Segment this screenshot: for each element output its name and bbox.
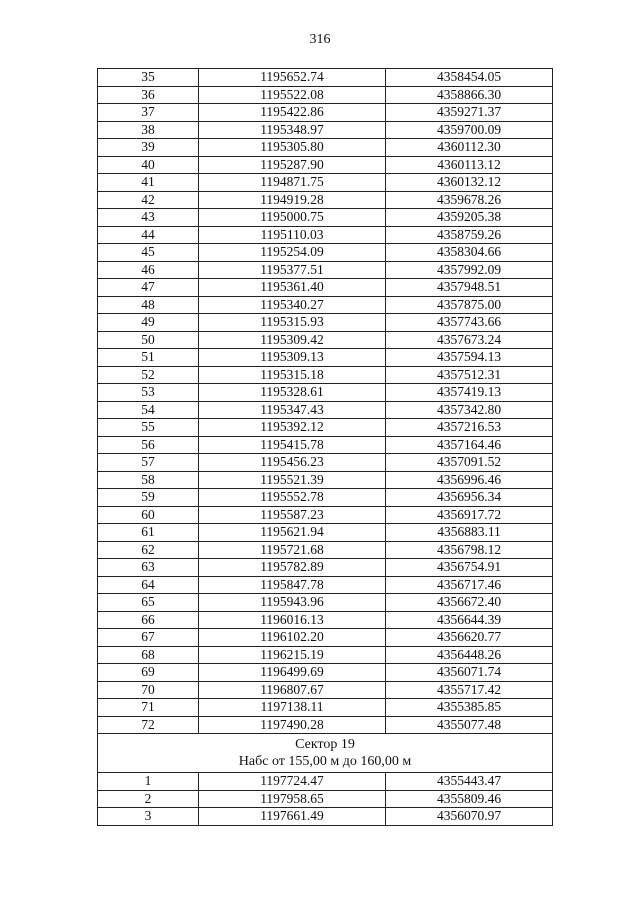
y-coordinate-cell: 4356883.11 [386,524,553,542]
table-row [98,104,553,122]
point-number-cell: 61 [98,524,199,542]
y-coordinate-cell: 4355443.47 [386,773,553,791]
sector-range: Набс от 155,00 м до 160,00 м [238,754,412,769]
y-coordinate-cell: 4356071.74 [386,664,553,682]
point-number-cell: 39 [98,139,199,157]
y-coordinate-cell: 4356917.72 [386,506,553,524]
x-coordinate-cell: 1195621.94 [199,524,386,542]
sector-cell [98,734,553,773]
x-coordinate-cell: 1195782.89 [199,559,386,577]
x-coordinate-cell: 1197661.49 [199,808,386,826]
point-number-cell: 60 [98,506,199,524]
x-coordinate-cell: 1194871.75 [199,174,386,192]
x-coordinate-cell: 1195521.39 [199,471,386,489]
x-coordinate-cell: 1195361.40 [199,279,386,297]
point-number-cell: 52 [98,366,199,384]
table-row [98,191,553,209]
point-number-cell: 62 [98,541,199,559]
table-row [98,541,553,559]
table-row [98,174,553,192]
table-row [98,436,553,454]
y-coordinate-cell: 4357743.66 [386,314,553,332]
x-coordinate-cell: 1195377.51 [199,261,386,279]
y-coordinate-cell: 4357091.52 [386,454,553,472]
x-coordinate-cell: 1195305.80 [199,139,386,157]
point-number-cell: 40 [98,156,199,174]
point-number-cell: 63 [98,559,199,577]
page-number: 316 [309,32,331,47]
sector-title: Сектор 19 [295,737,355,752]
y-coordinate-cell: 4358759.26 [386,226,553,244]
x-coordinate-cell: 1196807.67 [199,681,386,699]
x-coordinate-cell: 1195943.96 [199,594,386,612]
y-coordinate-cell: 4357673.24 [386,331,553,349]
point-number-cell: 41 [98,174,199,192]
coordinates-table [97,68,553,826]
table-row [98,261,553,279]
y-coordinate-cell: 4355809.46 [386,790,553,808]
y-coordinate-cell: 4359205.38 [386,209,553,227]
x-coordinate-cell: 1197958.65 [199,790,386,808]
x-coordinate-cell: 1197724.47 [199,773,386,791]
point-number-cell: 59 [98,489,199,507]
point-number-cell: 49 [98,314,199,332]
y-coordinate-cell: 4356754.91 [386,559,553,577]
point-number-cell: 65 [98,594,199,612]
table-row [98,594,553,612]
point-number-cell: 42 [98,191,199,209]
y-coordinate-cell: 4356996.46 [386,471,553,489]
table-row [98,699,553,717]
table-row [98,86,553,104]
table-row [98,681,553,699]
x-coordinate-cell: 1195348.97 [199,121,386,139]
x-coordinate-cell: 1195652.74 [199,69,386,87]
y-coordinate-cell: 4358454.05 [386,69,553,87]
point-number-cell: 50 [98,331,199,349]
point-number-cell: 66 [98,611,199,629]
table-row [98,139,553,157]
y-coordinate-cell: 4357594.13 [386,349,553,367]
coordinates-rows-bottom [98,773,553,826]
table-row [98,244,553,262]
x-coordinate-cell: 1195415.78 [199,436,386,454]
point-number-cell: 47 [98,279,199,297]
point-number-cell: 72 [98,716,199,734]
table-row [98,69,553,87]
point-number-cell: 51 [98,349,199,367]
y-coordinate-cell: 4356070.97 [386,808,553,826]
point-number-cell: 64 [98,576,199,594]
y-coordinate-cell: 4355717.42 [386,681,553,699]
y-coordinate-cell: 4357164.46 [386,436,553,454]
x-coordinate-cell: 1195587.23 [199,506,386,524]
x-coordinate-cell: 1195309.42 [199,331,386,349]
y-coordinate-cell: 4355385.85 [386,699,553,717]
y-coordinate-cell: 4357948.51 [386,279,553,297]
table-row [98,790,553,808]
point-number-cell: 69 [98,664,199,682]
y-coordinate-cell: 4355077.48 [386,716,553,734]
table-row [98,524,553,542]
x-coordinate-cell: 1195456.23 [199,454,386,472]
y-coordinate-cell: 4356620.77 [386,629,553,647]
table-row [98,331,553,349]
point-number-cell: 36 [98,86,199,104]
point-number-cell: 2 [98,790,199,808]
point-number-cell: 58 [98,471,199,489]
point-number-cell: 68 [98,646,199,664]
table-row [98,773,553,791]
point-number-cell: 56 [98,436,199,454]
x-coordinate-cell: 1195110.03 [199,226,386,244]
table-row [98,121,553,139]
y-coordinate-cell: 4357512.31 [386,366,553,384]
table-row [98,156,553,174]
x-coordinate-cell: 1195552.78 [199,489,386,507]
y-coordinate-cell: 4356956.34 [386,489,553,507]
point-number-cell: 55 [98,419,199,437]
point-number-cell: 53 [98,384,199,402]
table-row [98,611,553,629]
table-row [98,279,553,297]
x-coordinate-cell: 1195847.78 [199,576,386,594]
point-number-cell: 48 [98,296,199,314]
x-coordinate-cell: 1196016.13 [199,611,386,629]
point-number-cell: 45 [98,244,199,262]
x-coordinate-cell: 1195315.93 [199,314,386,332]
x-coordinate-cell: 1195309.13 [199,349,386,367]
point-number-cell: 70 [98,681,199,699]
y-coordinate-cell: 4357875.00 [386,296,553,314]
table-row [98,384,553,402]
table-row [98,401,553,419]
point-number-cell: 37 [98,104,199,122]
x-coordinate-cell: 1195315.18 [199,366,386,384]
table-row [98,314,553,332]
table-row [98,471,553,489]
sector-header [98,734,553,773]
y-coordinate-cell: 4356798.12 [386,541,553,559]
x-coordinate-cell: 1196215.19 [199,646,386,664]
table-row [98,209,553,227]
table-row [98,489,553,507]
point-number-cell: 46 [98,261,199,279]
x-coordinate-cell: 1194919.28 [199,191,386,209]
y-coordinate-cell: 4359678.26 [386,191,553,209]
y-coordinate-cell: 4356717.46 [386,576,553,594]
x-coordinate-cell: 1195000.75 [199,209,386,227]
table-row [98,366,553,384]
y-coordinate-cell: 4356644.39 [386,611,553,629]
table-row [98,559,553,577]
x-coordinate-cell: 1195287.90 [199,156,386,174]
table-row [98,454,553,472]
y-coordinate-cell: 4356448.26 [386,646,553,664]
table-row [98,664,553,682]
table-row [98,296,553,314]
y-coordinate-cell: 4357419.13 [386,384,553,402]
sector-row [98,734,553,773]
x-coordinate-cell: 1196102.20 [199,629,386,647]
y-coordinate-cell: 4358866.30 [386,86,553,104]
point-number-cell: 38 [98,121,199,139]
y-coordinate-cell: 4360112.30 [386,139,553,157]
coordinates-rows-top [98,69,553,734]
table-row [98,226,553,244]
y-coordinate-cell: 4357216.53 [386,419,553,437]
x-coordinate-cell: 1196499.69 [199,664,386,682]
y-coordinate-cell: 4359271.37 [386,104,553,122]
table-row [98,506,553,524]
x-coordinate-cell: 1195522.08 [199,86,386,104]
point-number-cell: 67 [98,629,199,647]
y-coordinate-cell: 4360132.12 [386,174,553,192]
x-coordinate-cell: 1195347.43 [199,401,386,419]
table-row [98,646,553,664]
x-coordinate-cell: 1197490.28 [199,716,386,734]
table-row [98,349,553,367]
y-coordinate-cell: 4360113.12 [386,156,553,174]
point-number-cell: 57 [98,454,199,472]
table-row [98,808,553,826]
x-coordinate-cell: 1195254.09 [199,244,386,262]
y-coordinate-cell: 4359700.09 [386,121,553,139]
point-number-cell: 1 [98,773,199,791]
point-number-cell: 35 [98,69,199,87]
point-number-cell: 43 [98,209,199,227]
y-coordinate-cell: 4358304.66 [386,244,553,262]
y-coordinate-cell: 4356672.40 [386,594,553,612]
point-number-cell: 54 [98,401,199,419]
x-coordinate-cell: 1195328.61 [199,384,386,402]
x-coordinate-cell: 1195392.12 [199,419,386,437]
x-coordinate-cell: 1195340.27 [199,296,386,314]
y-coordinate-cell: 4357342.80 [386,401,553,419]
table-row [98,576,553,594]
point-number-cell: 44 [98,226,199,244]
point-number-cell: 3 [98,808,199,826]
table-row [98,629,553,647]
point-number-cell: 71 [98,699,199,717]
table-row [98,419,553,437]
table-row [98,716,553,734]
x-coordinate-cell: 1195422.86 [199,104,386,122]
x-coordinate-cell: 1197138.11 [199,699,386,717]
x-coordinate-cell: 1195721.68 [199,541,386,559]
y-coordinate-cell: 4357992.09 [386,261,553,279]
